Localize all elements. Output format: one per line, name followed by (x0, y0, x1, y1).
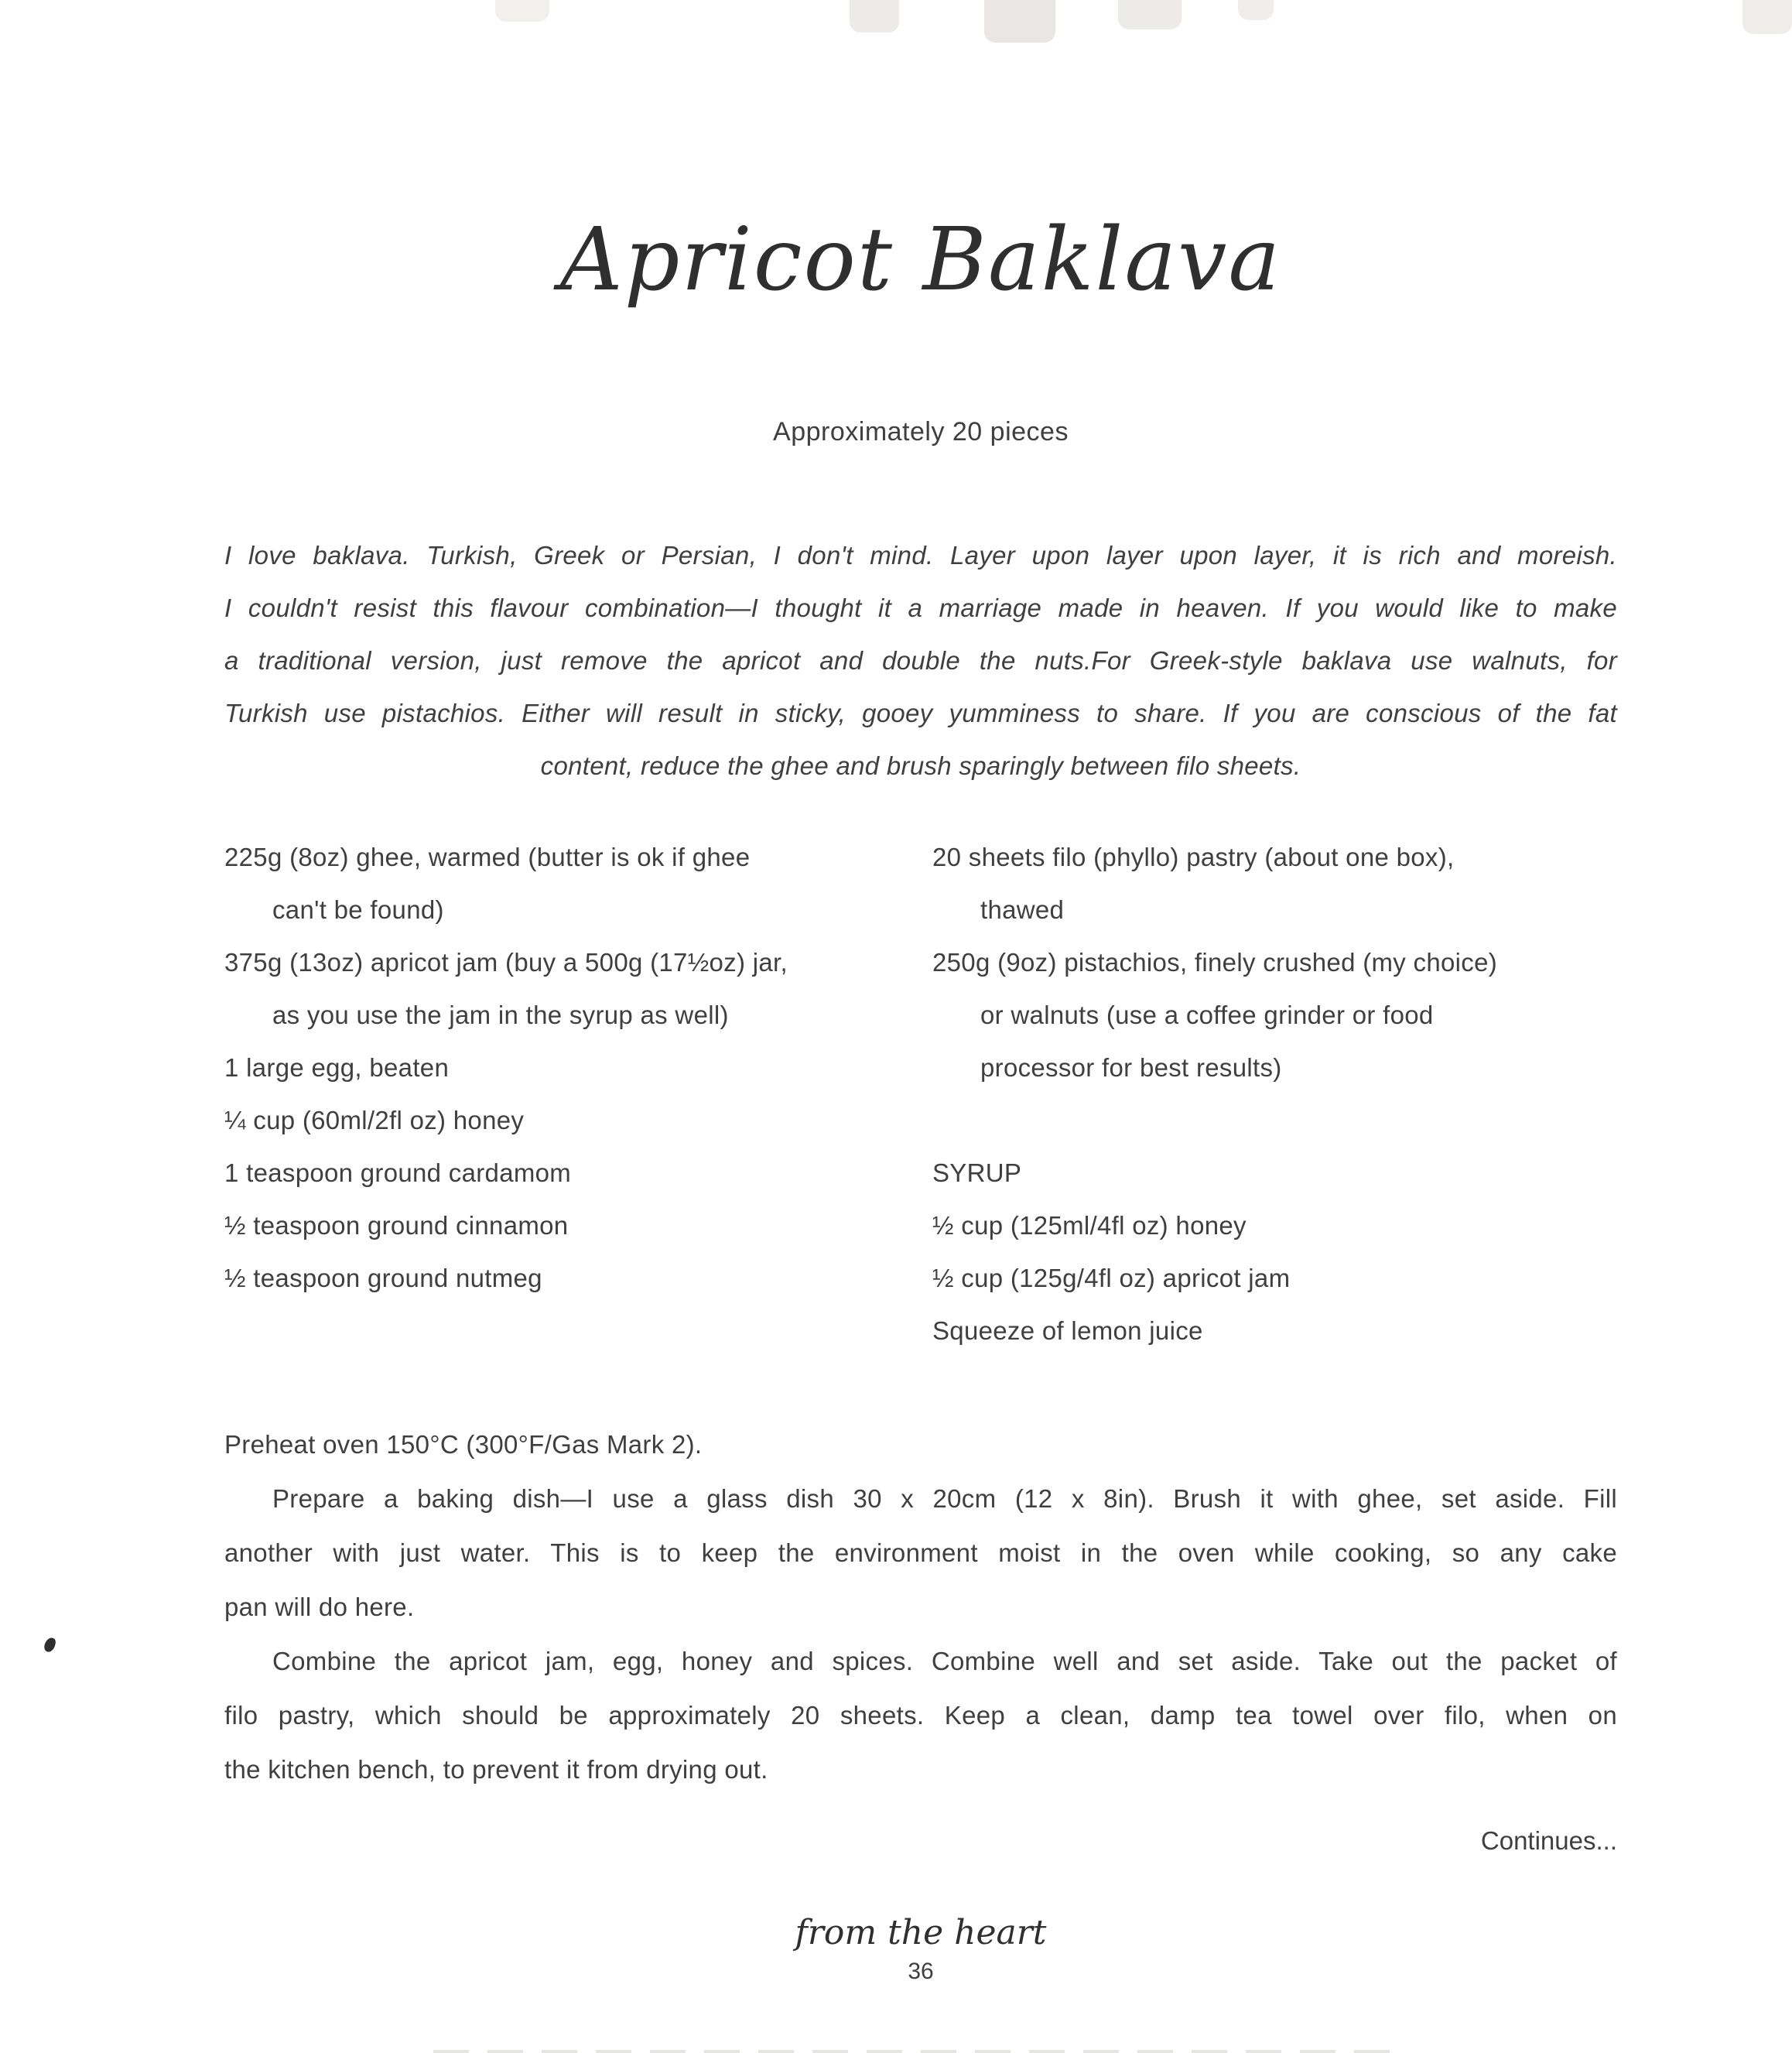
continues-note: Continues... (1480, 1826, 1617, 1855)
ingredient-line: Squeeze of lemon juice (932, 1316, 1203, 1345)
scan-smudge (1742, 0, 1792, 34)
method-line: filo pastry, which should be approximately 20 sheets. Keep a clean, damp tea towel over filo, when on (224, 1701, 1617, 1730)
page-content (224, 0, 1617, 1986)
intro-line: a traditional version, just remove the apricot and double the nuts.For Greek-style baklava use walnuts, for (224, 646, 1617, 675)
page-scan-edge (433, 2050, 1400, 2053)
yield-subtitle: Approximately 20 pieces (773, 417, 1069, 447)
ink-speck (43, 1636, 56, 1653)
ingredient-line: or walnuts (use a coffee grinder or food (980, 1001, 1434, 1029)
page-number: 36 (908, 1959, 934, 1984)
method-line: Preheat oven 150°C (300°F/Gas Mark 2). (224, 1430, 703, 1459)
ingredient-line: thawed (980, 895, 1065, 924)
ingredients-left-column (224, 831, 932, 1357)
ingredient-line: ½ cup (125g/4fl oz) apricot jam (932, 1264, 1291, 1292)
ingredients-right-column (932, 831, 1617, 1357)
ingredient-line: 1 teaspoon ground cardamom (224, 1158, 572, 1187)
method-line: the kitchen bench, to prevent it from drying out. (224, 1755, 768, 1784)
ingredient-line: ¼ cup (60ml/2fl oz) honey (224, 1106, 525, 1134)
ingredient-line: 1 large egg, beaten (224, 1053, 450, 1082)
ingredient-line: ½ teaspoon ground nutmeg (224, 1264, 542, 1292)
ingredient-line (932, 1094, 1617, 1147)
page-title: Apricot Baklava (559, 210, 1282, 310)
method-line: another with just water. This is to keep the environment moist in the oven while cooking, so any cake (224, 1538, 1617, 1567)
method-paragraphs (224, 1418, 1617, 1797)
ingredient-line: 250g (9oz) pistachios, finely crushed (my choice) (932, 948, 1498, 977)
ingredient-line: can't be found) (272, 895, 444, 924)
intro-line: I love baklava. Turkish, Greek or Persian, I don't mind. Layer upon layer upon layer, it is rich and moreish. (224, 541, 1617, 570)
ingredient-line: ½ teaspoon ground cinnamon (224, 1211, 569, 1240)
intro-paragraph (224, 529, 1617, 792)
ingredient-line: processor for best results) (980, 1053, 1282, 1082)
footer-tagline: from the heart (795, 1913, 1047, 1952)
intro-line: I couldn't resist this flavour combination—I thought it a marriage made in heaven. If you would like to make (224, 594, 1617, 622)
ingredient-line: as you use the jam in the syrup as well) (272, 1001, 729, 1029)
intro-line: content, reduce the ghee and brush sparingly between filo sheets. (540, 751, 1301, 780)
method-line: pan will do here. (224, 1593, 415, 1621)
ingredient-line: ½ cup (125ml/4fl oz) honey (932, 1211, 1247, 1240)
method-line: Prepare a baking dish—I use a glass dish 30 x 20cm (12 x 8in). Brush it with ghee, set aside. Fill (272, 1484, 1617, 1513)
ingredients-section (224, 831, 1617, 1357)
ingredient-line: 20 sheets filo (phyllo) pastry (about one box), (932, 843, 1455, 871)
method-line: Combine the apricot jam, egg, honey and spices. Combine well and set aside. Take out the packet of (272, 1647, 1617, 1675)
ingredient-line: SYRUP (932, 1158, 1022, 1187)
intro-line: Turkish use pistachios. Either will result in sticky, gooey yumminess to share. If you are conscious of the fat (224, 699, 1617, 727)
ingredient-line: 225g (8oz) ghee, warmed (butter is ok if ghee (224, 843, 751, 871)
ingredient-line: 375g (13oz) apricot jam (buy a 500g (17½oz) jar, (224, 948, 788, 977)
